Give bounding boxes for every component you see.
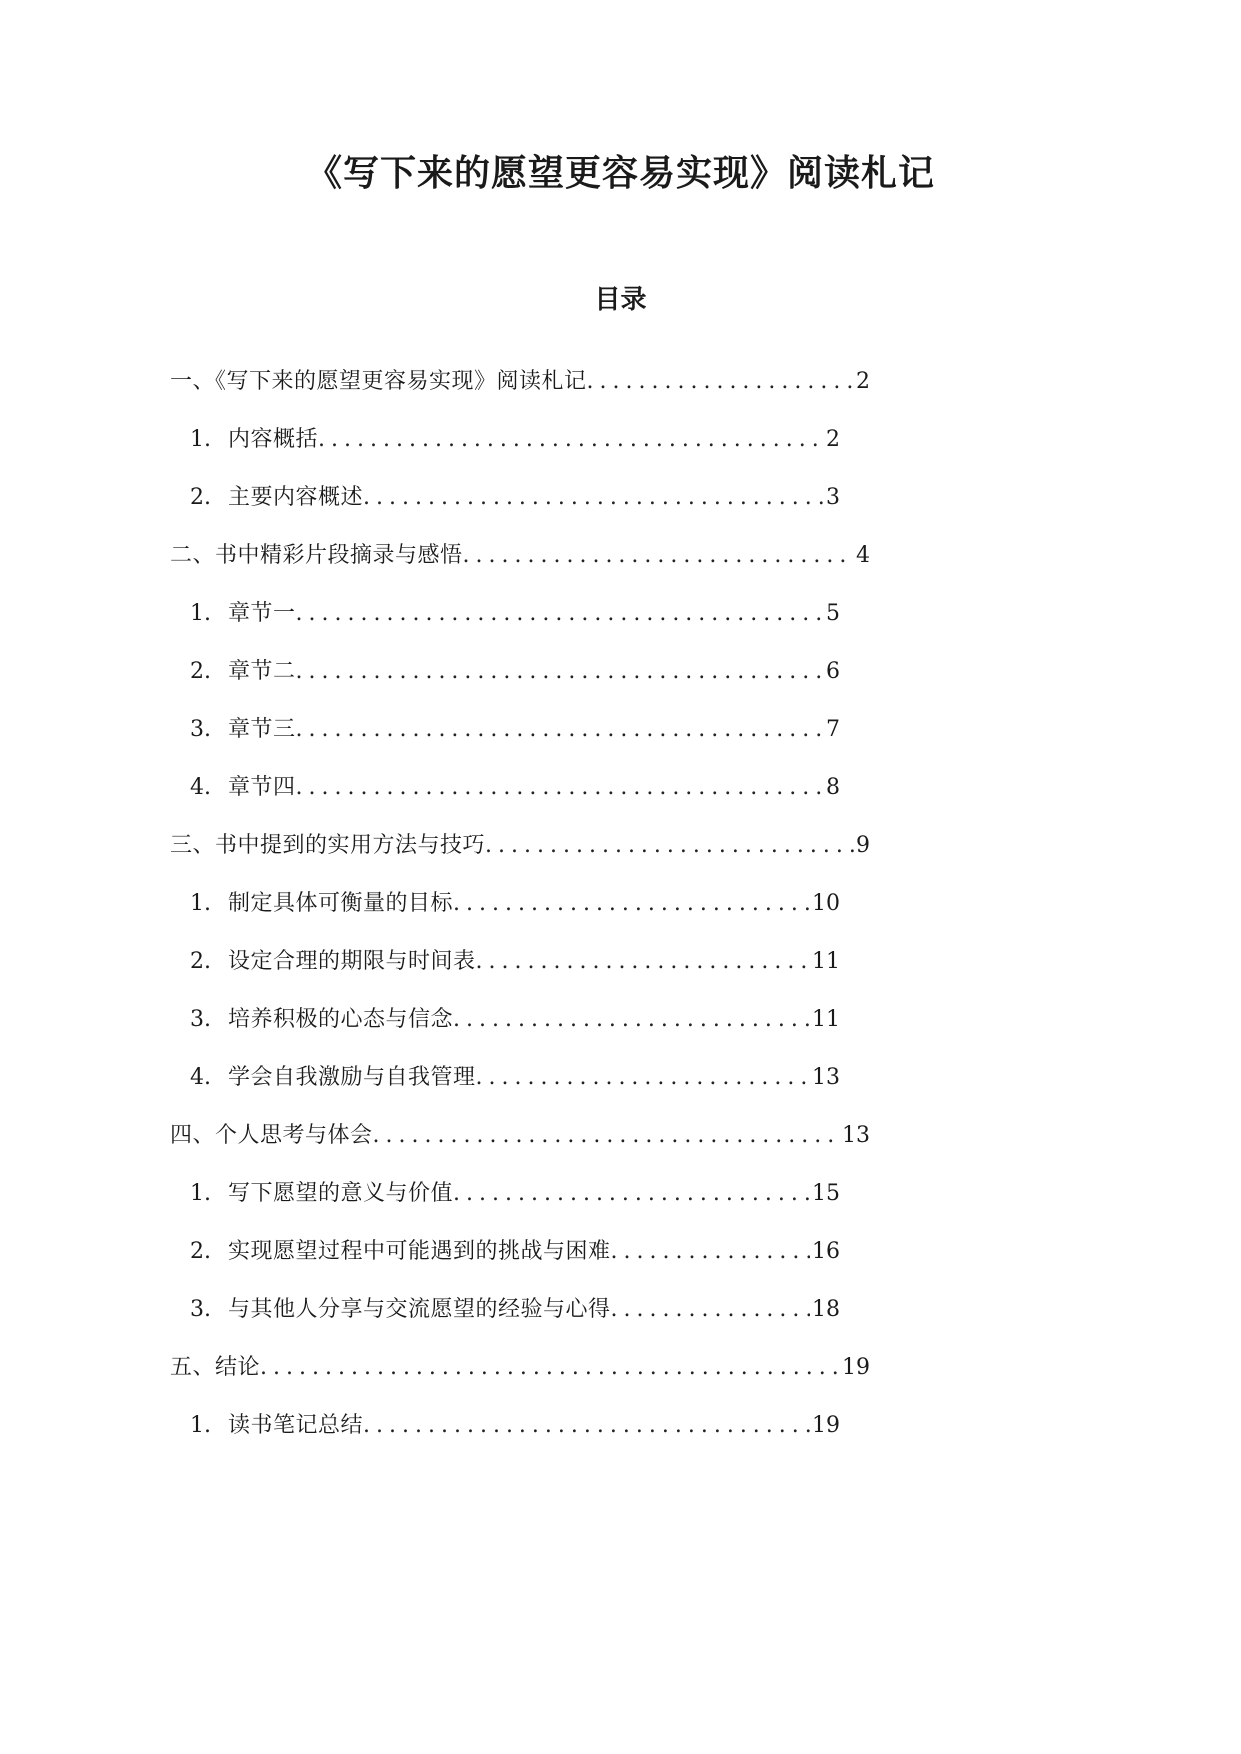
toc-entry-label: 一、《写下来的愿望更容易实现》阅读札记 [170, 369, 587, 394]
toc-dot-leader [463, 538, 854, 574]
toc-section-entry[interactable] [170, 538, 870, 574]
toc-entry-label: 内容概括 [228, 427, 319, 452]
toc-subsection-entry[interactable] [190, 1408, 840, 1444]
toc-entry-label: 主要内容概述 [228, 485, 364, 510]
toc-subsection-entry[interactable] [190, 886, 840, 922]
toc-dot-leader [260, 1350, 840, 1386]
toc-subsection-entry[interactable] [190, 1292, 840, 1328]
toc-entry-number: 4. [190, 775, 211, 800]
toc-subsection-entry[interactable] [190, 1234, 840, 1270]
toc-entry-number: 1. [190, 601, 211, 626]
toc-entry-number: 1. [190, 1181, 211, 1206]
toc-subsection-entry[interactable] [190, 596, 840, 632]
toc-dot-leader [363, 1408, 810, 1444]
toc-page-number: 11 [812, 949, 840, 974]
toc-page-number: 10 [812, 891, 840, 916]
toc-entry-number: 1. [190, 427, 211, 452]
toc-dot-leader [296, 596, 824, 632]
toc-section-entry[interactable] [170, 364, 870, 400]
toc-entry-number: 2. [190, 659, 211, 684]
toc-page-number: 16 [812, 1239, 840, 1264]
toc-section-entry[interactable] [170, 828, 870, 864]
toc-dot-leader [476, 944, 810, 980]
toc-page-number: 13 [842, 1123, 870, 1148]
toc-dot-leader [611, 1292, 810, 1328]
toc-entry-label: 章节一 [228, 601, 296, 626]
toc-page-number: 2 [856, 369, 870, 394]
toc-subsection-entry[interactable] [190, 1176, 840, 1212]
toc-subsection-entry[interactable] [190, 480, 840, 516]
toc-dot-leader [296, 712, 824, 748]
toc-page-number: 6 [826, 659, 840, 684]
toc-page-number: 3 [826, 485, 840, 510]
toc-entry-number: 2. [190, 1239, 211, 1264]
toc-dot-leader [485, 828, 854, 864]
toc-page-number: 5 [826, 601, 840, 626]
toc-entry-label: 章节二 [228, 659, 296, 684]
toc-entry-label: 制定具体可衡量的目标 [228, 891, 454, 916]
toc-page-number: 19 [842, 1355, 870, 1380]
toc-entry-label: 读书笔记总结 [228, 1413, 364, 1438]
toc-subsection-entry[interactable] [190, 422, 840, 458]
toc-entry-label: 学会自我激励与自我管理 [228, 1065, 476, 1090]
toc-entry-label: 设定合理的期限与时间表 [228, 949, 476, 974]
toc-dot-leader [611, 1234, 810, 1270]
page-title: 《写下来的愿望更容易实现》阅读札记 [305, 153, 935, 194]
toc-entry-number: 1. [190, 1413, 211, 1438]
toc-subsection-entry[interactable] [190, 1060, 840, 1096]
toc-section-entry[interactable] [170, 1118, 870, 1154]
toc-page-number: 13 [812, 1065, 840, 1090]
toc-entry-label: 章节四 [228, 775, 296, 800]
toc-entry-number: 2. [190, 485, 211, 510]
toc-subsection-entry[interactable] [190, 1002, 840, 1038]
toc-page-number: 11 [812, 1007, 840, 1032]
toc-page-number: 8 [826, 775, 840, 800]
toc-page-number: 15 [812, 1181, 840, 1206]
toc-section-entry[interactable] [170, 1350, 870, 1386]
toc-subsection-entry[interactable] [190, 654, 840, 690]
toc-page-number: 18 [812, 1297, 840, 1322]
toc-subsection-entry[interactable] [190, 944, 840, 980]
toc-page-number: 9 [856, 833, 870, 858]
toc-dot-leader [318, 422, 824, 458]
toc-dot-leader [296, 770, 824, 806]
toc-entry-label: 实现愿望过程中可能遇到的挑战与困难 [228, 1239, 611, 1264]
toc-entry-number: 1. [190, 891, 211, 916]
toc-entry-label: 五、结论 [170, 1355, 261, 1380]
toc-subsection-entry[interactable] [190, 770, 840, 806]
toc-entry-label: 三、书中提到的实用方法与技巧 [170, 833, 486, 858]
toc-subsection-entry[interactable] [190, 712, 840, 748]
toc-entry-label: 四、个人思考与体会 [170, 1123, 373, 1148]
toc-dot-leader [453, 1002, 810, 1038]
toc-page-number: 2 [826, 427, 840, 452]
toc-dot-leader [453, 886, 810, 922]
toc-entry-label: 培养积极的心态与信念 [228, 1007, 454, 1032]
toc-entry-number: 3. [190, 1297, 211, 1322]
toc-entry-label: 章节三 [228, 717, 296, 742]
toc-page-number: 19 [812, 1413, 840, 1438]
toc-dot-leader [453, 1176, 810, 1212]
toc-entry-label: 写下愿望的意义与价值 [228, 1181, 454, 1206]
toc-entry-label: 二、书中精彩片段摘录与感悟 [170, 543, 463, 568]
toc-entry-number: 4. [190, 1065, 211, 1090]
toc-entry-number: 3. [190, 717, 211, 742]
toc-heading: 目录 [594, 285, 647, 315]
toc-page-number: 4 [856, 543, 870, 568]
toc-dot-leader [373, 1118, 840, 1154]
toc-entry-number: 3. [190, 1007, 211, 1032]
toc-dot-leader [296, 654, 824, 690]
toc-entry-number: 2. [190, 949, 211, 974]
toc-dot-leader [587, 364, 854, 400]
toc-page-number: 7 [826, 717, 840, 742]
toc-dot-leader [476, 1060, 810, 1096]
toc-dot-leader [363, 480, 824, 516]
toc-entry-label: 与其他人分享与交流愿望的经验与心得 [228, 1297, 611, 1322]
